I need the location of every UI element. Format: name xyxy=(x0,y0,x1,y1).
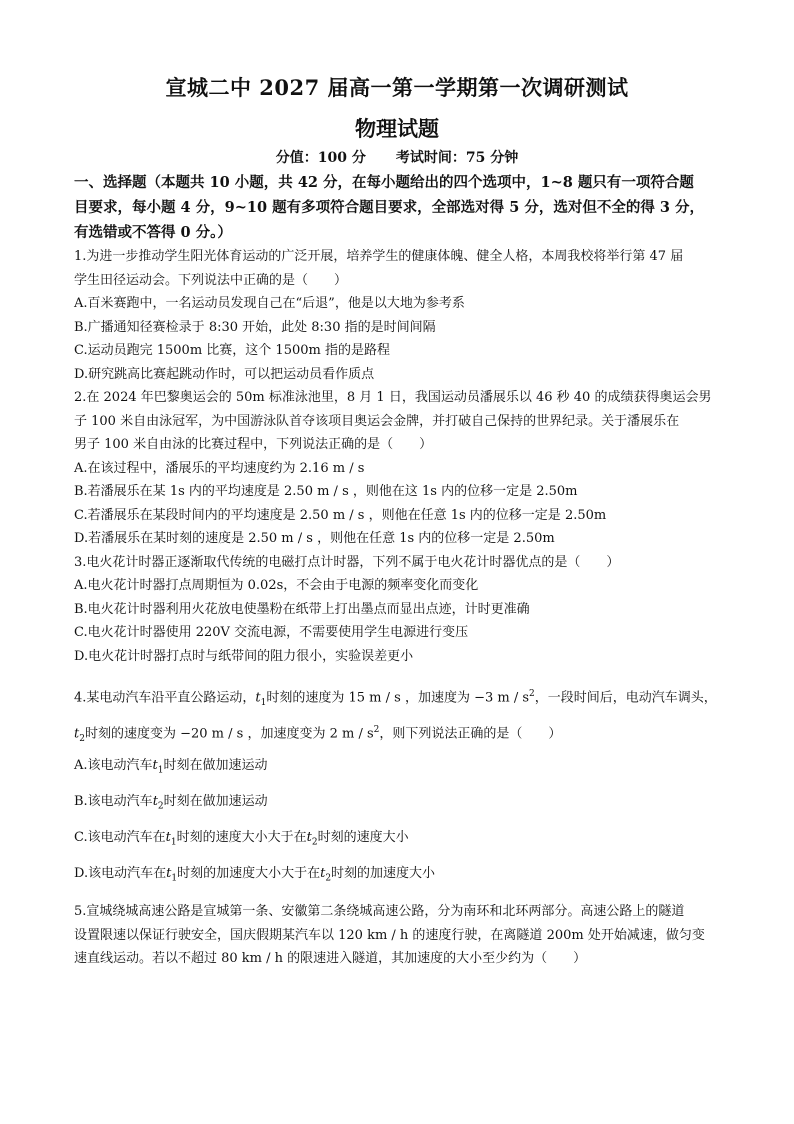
question-5 xyxy=(74,900,724,971)
exam-subject: 物理试题 xyxy=(355,116,439,141)
question-1 xyxy=(74,245,724,386)
option-b: B.若潘展乐在某 1s 内的平均速度是 2.50 m / s ，则他在这 1s 内的位移一定是 2.50m xyxy=(74,484,578,499)
section-line: 目要求，每小题 4 分，9~10 题有多项符合题目要求，全部选对得 5 分，选对但不全的得 3 分， xyxy=(74,199,705,216)
section-instructions xyxy=(74,170,724,245)
section-line: 有选错或不答得 0 分。） xyxy=(74,224,232,241)
option-c: C.该电动汽车在$t_1$时刻的速度大小大于在$t_2$时刻的速度大小 xyxy=(74,830,409,848)
exam-title: 宣城二中 2027 届高一第一学期第一次调研测试 xyxy=(165,75,629,100)
question-stem: 男子 100 米自由泳的比赛过程中，下列说法正确的是（ ） xyxy=(74,437,433,452)
question-stem: 速直线运动。若以不超过 80 km / h 的限速进入隧道，其加速度的大小至少约为（ ） xyxy=(74,951,587,966)
question-3 xyxy=(74,551,724,669)
question-stem: 设置限速以保证行驶安全，国庆假期某汽车以 120 km / h 的速度行驶，在离隧道 200m 处开始减速，做匀变 xyxy=(74,927,705,943)
question-4 xyxy=(74,676,724,892)
option-a: A.电火花计时器打点周期恒为 0.02s，不会由于电源的频率变化而变化 xyxy=(74,578,479,593)
question-2 xyxy=(74,386,724,551)
option-b: B.电火花计时器利用火花放电使墨粉在纸带上打出墨点而显出点迹，计时更准确 xyxy=(74,601,530,617)
option-d: D.电火花计时器打点时与纸带间的阻力很小，实验误差更小 xyxy=(74,648,414,664)
question-stem: 4.某电动汽车沿平直公路运动，$t_1$时刻的速度为 15 m / s ，加速度为 −3 m / $s^2$，一段时间后，电动汽车调头， xyxy=(74,689,717,708)
question-stem: 5.宣城绕城高速公路是宣城第一条、安徽第二条绕城高速公路，分为南环和北环两部分。高速公路上的隧道 xyxy=(74,904,685,919)
option-a: A.在该过程中，潘展乐的平均速度约为 2.16 m / s xyxy=(74,460,365,476)
option-b: B.该电动汽车$t_2$时刻在做加速运动 xyxy=(74,794,268,812)
option-c: C.若潘展乐在某段时间内的平均速度是 2.50 m / s ，则他在任意 1s 内的位移一定是 2.50m xyxy=(74,507,607,523)
option-c: C.电火花计时器使用 220V 交流电源，不需要使用学生电源进行变压 xyxy=(74,625,469,640)
option-a: A.百米赛跑中，一名运动员发现自己在“后退”，他是以大地为参考系 xyxy=(74,296,465,311)
question-stem: $t_2$时刻的速度变为 −20 m / s ，加速度变为 2 m / $s^2$，则下列说法正确的是（ ） xyxy=(74,725,562,744)
question-stem: 学生田径运动会。下列说法中正确的是（ ） xyxy=(74,272,348,288)
option-a: A.该电动汽车$t_1$时刻在做加速运动 xyxy=(74,758,268,776)
option-d: D.该电动汽车在$t_1$时刻的加速度大小大于在$t_2$时刻的加速度大小 xyxy=(74,866,436,884)
time-info: 考试时间：75 分钟 xyxy=(395,150,519,166)
score-info: 分值：100 分 xyxy=(275,150,366,166)
option-c: C.运动员跑完 1500m 比赛，这个 1500m 指的是路程 xyxy=(74,343,390,358)
question-stem: 3.电火花计时器正逐渐取代传统的电磁打点计时器，下列不属于电火花计时器优点的是（ ） xyxy=(74,554,620,570)
option-d: D.若潘展乐在某时刻的速度是 2.50 m / s ，则他在任意 1s 内的位移一定是 2.50m xyxy=(74,531,555,546)
option-d: D.研究跳高比赛起跳动作时，可以把运动员看作质点 xyxy=(74,366,375,382)
exam-meta xyxy=(0,147,794,167)
section-line: 一、选择题（本题共 10 小题，共 42 分，在每小题给出的四个选项中，1~8 题只有一项符合题 xyxy=(74,174,694,191)
question-stem: 1.为进一步推动学生阳光体育运动的广泛开展，培养学生的健康体魄、健全人格，本周我校将举行第 47 届 xyxy=(74,249,684,264)
questions xyxy=(74,245,724,971)
question-stem: 子 100 米自由泳冠军，为中国游泳队首夺该项目奥运会金牌，并打破自己保持的世界纪录。关于潘展乐在 xyxy=(74,413,680,429)
option-b: B.广播通知径赛检录于 8:30 开始，此处 8:30 指的是时间间隔 xyxy=(74,319,436,335)
question-stem: 2.在 2024 年巴黎奥运会的 50m 标准泳池里，8 月 1 日，我国运动员潘展乐以 46 秒 40 的成绩获得奥运会男 xyxy=(74,390,712,405)
